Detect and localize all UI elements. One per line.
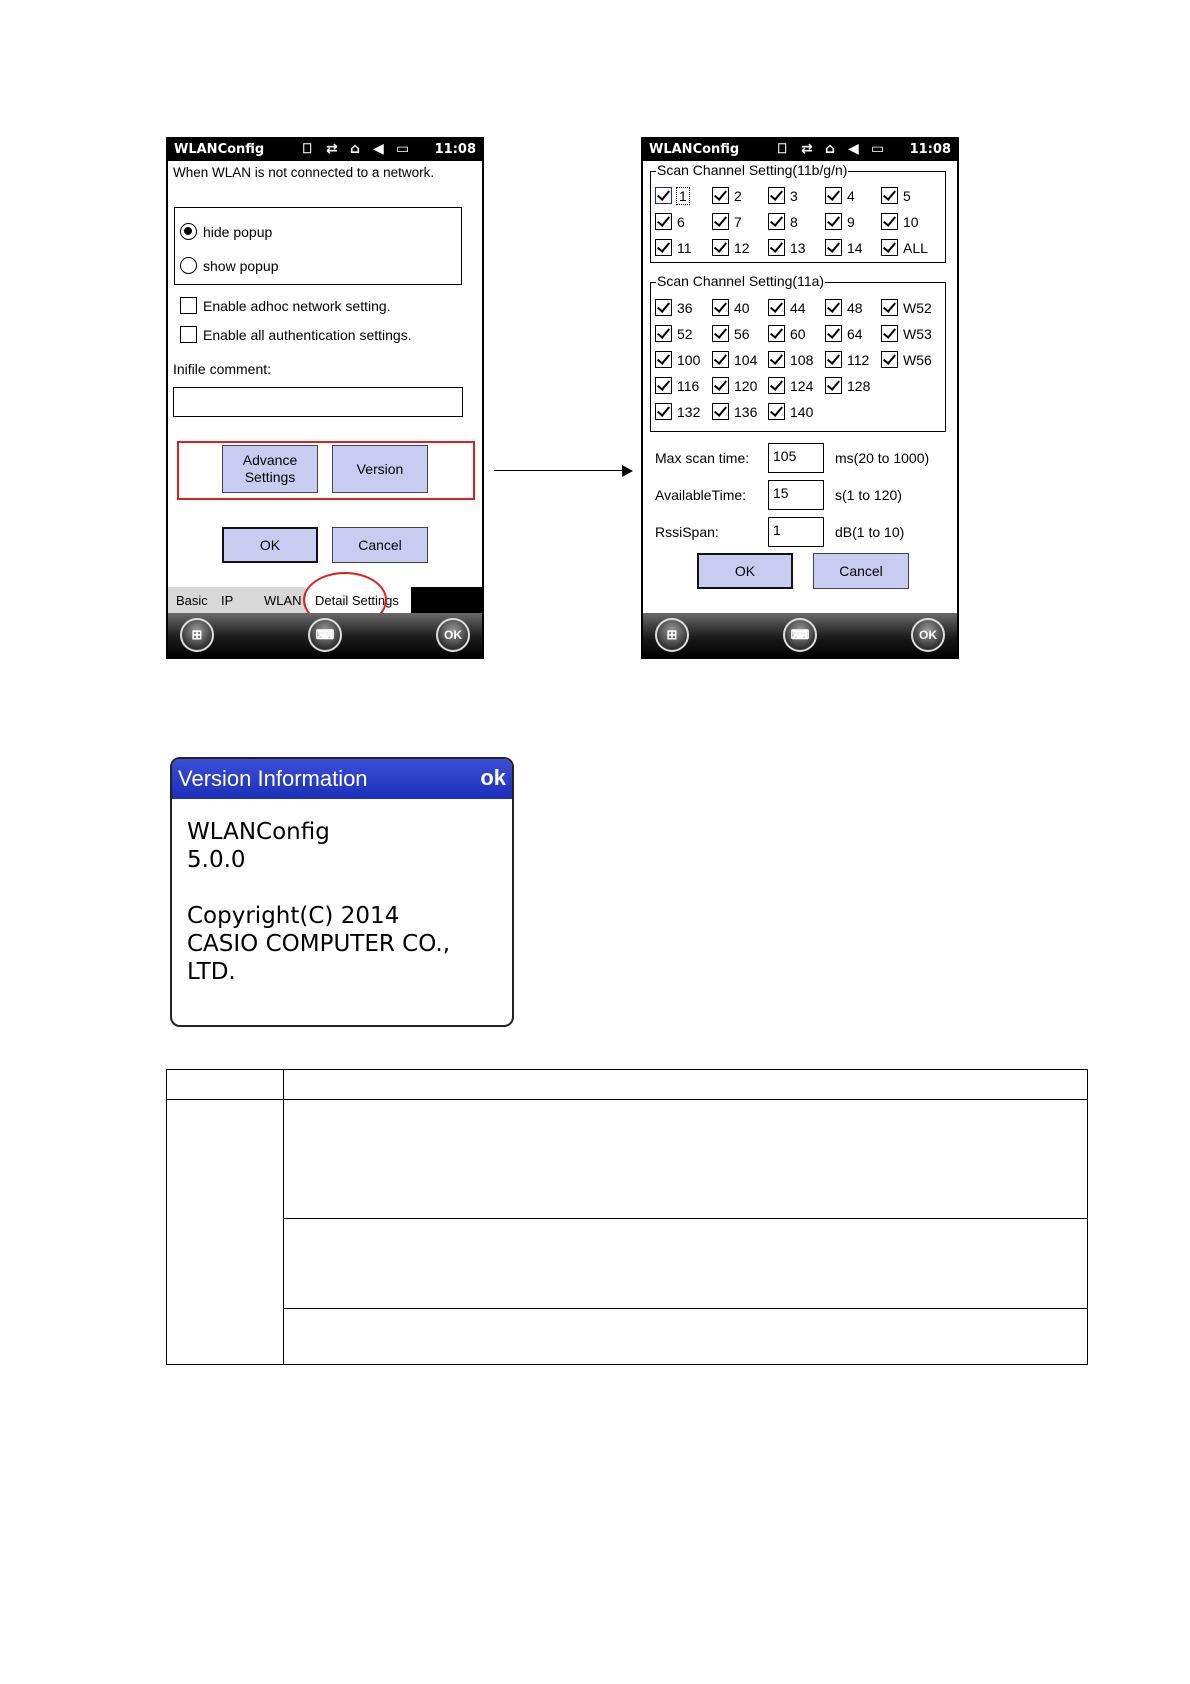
adhoc-checkbox-label: Enable adhoc network setting. — [203, 298, 391, 314]
signal-icon: ⌂ — [825, 141, 836, 157]
channel-label-124: 124 — [790, 378, 814, 394]
channel-label-132: 132 — [677, 404, 701, 420]
channel-checkbox-36[interactable] — [655, 299, 672, 316]
channel-label-136: 136 — [734, 404, 758, 420]
dialog-title: Version Information — [178, 766, 368, 791]
channel-checkbox-5[interactable] — [881, 187, 898, 204]
table-row-divider-1 — [283, 1218, 1088, 1219]
channel-checkbox-120[interactable] — [712, 377, 729, 394]
version-information-dialog — [170, 757, 514, 1027]
channel-label-56: 56 — [734, 326, 750, 342]
channel-checkbox-104[interactable] — [712, 351, 729, 368]
tab-basic[interactable]: Basic — [176, 593, 208, 608]
channel-checkbox-124[interactable] — [768, 377, 785, 394]
description-table — [166, 1069, 1088, 1365]
table-row-divider-2 — [283, 1308, 1088, 1309]
channel-checkbox-132[interactable] — [655, 403, 672, 420]
right-phone-screen — [641, 137, 959, 659]
keyboard-icon[interactable]: ⌨ — [308, 618, 342, 652]
show-popup-radio[interactable] — [180, 257, 197, 274]
channel-label-112: 112 — [847, 352, 870, 368]
title-bar — [643, 139, 957, 161]
available-time-label: AvailableTime: — [655, 487, 747, 503]
hide-popup-radio[interactable] — [180, 223, 197, 240]
available-time-input[interactable]: 15 — [768, 480, 824, 510]
adhoc-checkbox[interactable] — [180, 297, 197, 314]
channel-label-1: 1 — [679, 188, 687, 204]
taskbar — [168, 613, 482, 657]
max-scan-time-label: Max scan time: — [655, 450, 750, 466]
speaker-muted-icon: ◀ — [848, 141, 859, 157]
channel-checkbox-108[interactable] — [768, 351, 785, 368]
inifile-comment-input[interactable] — [173, 387, 463, 417]
channel-checkbox-136[interactable] — [712, 403, 729, 420]
channel-checkbox-116[interactable] — [655, 377, 672, 394]
tab-detail-settings[interactable]: Detail Settings — [315, 593, 399, 608]
channel-label-40: 40 — [734, 300, 750, 316]
dialog-header — [172, 759, 512, 799]
channel-label-128: 128 — [847, 378, 871, 394]
channel-checkbox-all[interactable] — [881, 239, 898, 256]
tab-strip-filler — [411, 587, 482, 613]
clock: 11:08 — [434, 142, 476, 157]
signal-icon: ⌂ — [350, 141, 361, 157]
authentication-checkbox-label: Enable all authentication settings. — [203, 327, 412, 343]
battery-icon: ▭ — [396, 141, 410, 157]
channel-checkbox-2[interactable] — [712, 187, 729, 204]
channel-checkbox-60[interactable] — [768, 325, 785, 342]
channel-label-140: 140 — [790, 404, 814, 420]
channel-checkbox-8[interactable] — [768, 213, 785, 230]
screen-heading: When WLAN is not connected to a network. — [173, 165, 435, 180]
cancel-button[interactable]: Cancel — [813, 553, 909, 589]
channel-label-3: 3 — [790, 188, 798, 204]
channel-label-104: 104 — [734, 352, 758, 368]
channel-label-4: 4 — [847, 188, 855, 204]
channel-checkbox-40[interactable] — [712, 299, 729, 316]
channel-checkbox-64[interactable] — [825, 325, 842, 342]
ok-button[interactable]: OK — [222, 527, 318, 563]
taskbar-ok-button[interactable]: OK — [436, 618, 470, 652]
channel-label-100: 100 — [677, 352, 701, 368]
speaker-muted-icon: ◀ — [373, 141, 384, 157]
authentication-checkbox[interactable] — [180, 326, 197, 343]
windows-start-icon[interactable]: ⊞ — [180, 618, 214, 652]
taskbar — [643, 613, 957, 657]
channel-label-w52: W52 — [903, 300, 932, 316]
hide-popup-label: hide popup — [203, 224, 273, 240]
tab-wlan[interactable]: WLAN — [264, 593, 302, 608]
max-scan-time-unit: ms(20 to 1000) — [835, 450, 930, 466]
arrow-head — [622, 465, 633, 477]
channel-label-all: ALL — [903, 240, 928, 256]
version-company: CASIO COMPUTER CO., — [187, 931, 451, 957]
channel-label-120: 120 — [734, 378, 758, 394]
channel-label-w56: W56 — [903, 352, 932, 368]
sim-icon: ⎕ — [303, 141, 312, 157]
channel-label-13: 13 — [790, 240, 806, 256]
advance-button-line1: Advance — [242, 452, 298, 468]
channel-label-44: 44 — [790, 300, 806, 316]
channel-label-2: 2 — [734, 188, 742, 204]
channel-label-116: 116 — [677, 378, 700, 394]
channel-label-w53: W53 — [903, 326, 932, 342]
channel-checkbox-w56[interactable] — [881, 351, 898, 368]
channel-checkbox-w52[interactable] — [881, 299, 898, 316]
channel-checkbox-112[interactable] — [825, 351, 842, 368]
show-popup-label: show popup — [203, 258, 279, 274]
channel-checkbox-48[interactable] — [825, 299, 842, 316]
channel-checkbox-7[interactable] — [712, 213, 729, 230]
version-app-name: WLANConfig — [187, 819, 330, 845]
version-number: 5.0.0 — [187, 847, 246, 873]
channel-checkbox-4[interactable] — [825, 187, 842, 204]
app-title: WLANConfig — [174, 142, 265, 157]
advance-settings-button[interactable] — [222, 445, 318, 493]
tab-ip[interactable]: IP — [221, 593, 234, 608]
sim-icon: ⎕ — [778, 141, 787, 157]
channel-checkbox-11[interactable] — [655, 239, 672, 256]
table-column-divider — [283, 1069, 284, 1365]
keyboard-icon[interactable]: ⌨ — [783, 618, 817, 652]
max-scan-time-input[interactable]: 105 — [768, 443, 824, 473]
channel-label-14: 14 — [847, 240, 863, 256]
battery-icon: ▭ — [871, 141, 885, 157]
channel-label-9: 9 — [847, 214, 855, 230]
channel-checkbox-9[interactable] — [825, 213, 842, 230]
left-phone-screen — [166, 137, 484, 659]
channel-checkbox-6[interactable] — [655, 213, 672, 230]
channel-label-8: 8 — [790, 214, 798, 230]
title-bar — [168, 139, 482, 161]
channel-checkbox-1[interactable] — [655, 187, 672, 204]
connectivity-icon: ⇄ — [326, 141, 338, 157]
channel-checkbox-140[interactable] — [768, 403, 785, 420]
inifile-comment-label: Inifile comment: — [173, 361, 272, 377]
channel-checkbox-3[interactable] — [768, 187, 785, 204]
app-title: WLANConfig — [649, 142, 740, 157]
clock: 11:08 — [909, 142, 951, 157]
channel-label-108: 108 — [790, 352, 814, 368]
channel-label-10: 10 — [903, 214, 919, 230]
ok-button[interactable]: OK — [697, 553, 793, 589]
channel-checkbox-100[interactable] — [655, 351, 672, 368]
channel-checkbox-128[interactable] — [825, 377, 842, 394]
version-company-suffix: LTD. — [187, 959, 236, 985]
channel-label-48: 48 — [847, 300, 863, 316]
channel-label-64: 64 — [847, 326, 863, 342]
channel-checkbox-44[interactable] — [768, 299, 785, 316]
channel-checkbox-13[interactable] — [768, 239, 785, 256]
channel-checkbox-14[interactable] — [825, 239, 842, 256]
channel-label-5: 5 — [903, 188, 911, 204]
advance-button-line2: Settings — [244, 469, 296, 485]
channel-checkbox-56[interactable] — [712, 325, 729, 342]
connectivity-icon: ⇄ — [801, 141, 813, 157]
channel-checkbox-52[interactable] — [655, 325, 672, 342]
version-copyright: Copyright(C) 2014 — [187, 903, 400, 929]
cancel-button[interactable]: Cancel — [332, 527, 428, 563]
channel-label-6: 6 — [677, 214, 685, 230]
table-header-divider — [166, 1099, 1088, 1100]
dialog-ok-button[interactable]: ok — [480, 765, 506, 790]
taskbar-ok-button[interactable]: OK — [911, 618, 945, 652]
rssi-span-label: RssiSpan: — [655, 524, 719, 540]
channel-label-52: 52 — [677, 326, 693, 342]
channel-label-12: 12 — [734, 240, 750, 256]
group-11a-label: Scan Channel Setting(11a) — [657, 273, 825, 289]
group-11bgn-label: Scan Channel Setting(11b/g/n) — [657, 162, 848, 178]
rssi-span-unit: dB(1 to 10) — [835, 524, 905, 540]
channel-checkbox-12[interactable] — [712, 239, 729, 256]
channel-label-36: 36 — [677, 300, 693, 316]
channel-label-11: 11 — [677, 240, 692, 256]
windows-start-icon[interactable]: ⊞ — [655, 618, 689, 652]
arrow-line — [494, 470, 624, 471]
channel-checkbox-10[interactable] — [881, 213, 898, 230]
channel-label-7: 7 — [734, 214, 742, 230]
channel-checkbox-w53[interactable] — [881, 325, 898, 342]
version-button[interactable]: Version — [332, 445, 428, 493]
rssi-span-input[interactable]: 1 — [768, 517, 824, 547]
available-time-unit: s(1 to 120) — [835, 487, 902, 503]
channel-label-60: 60 — [790, 326, 806, 342]
